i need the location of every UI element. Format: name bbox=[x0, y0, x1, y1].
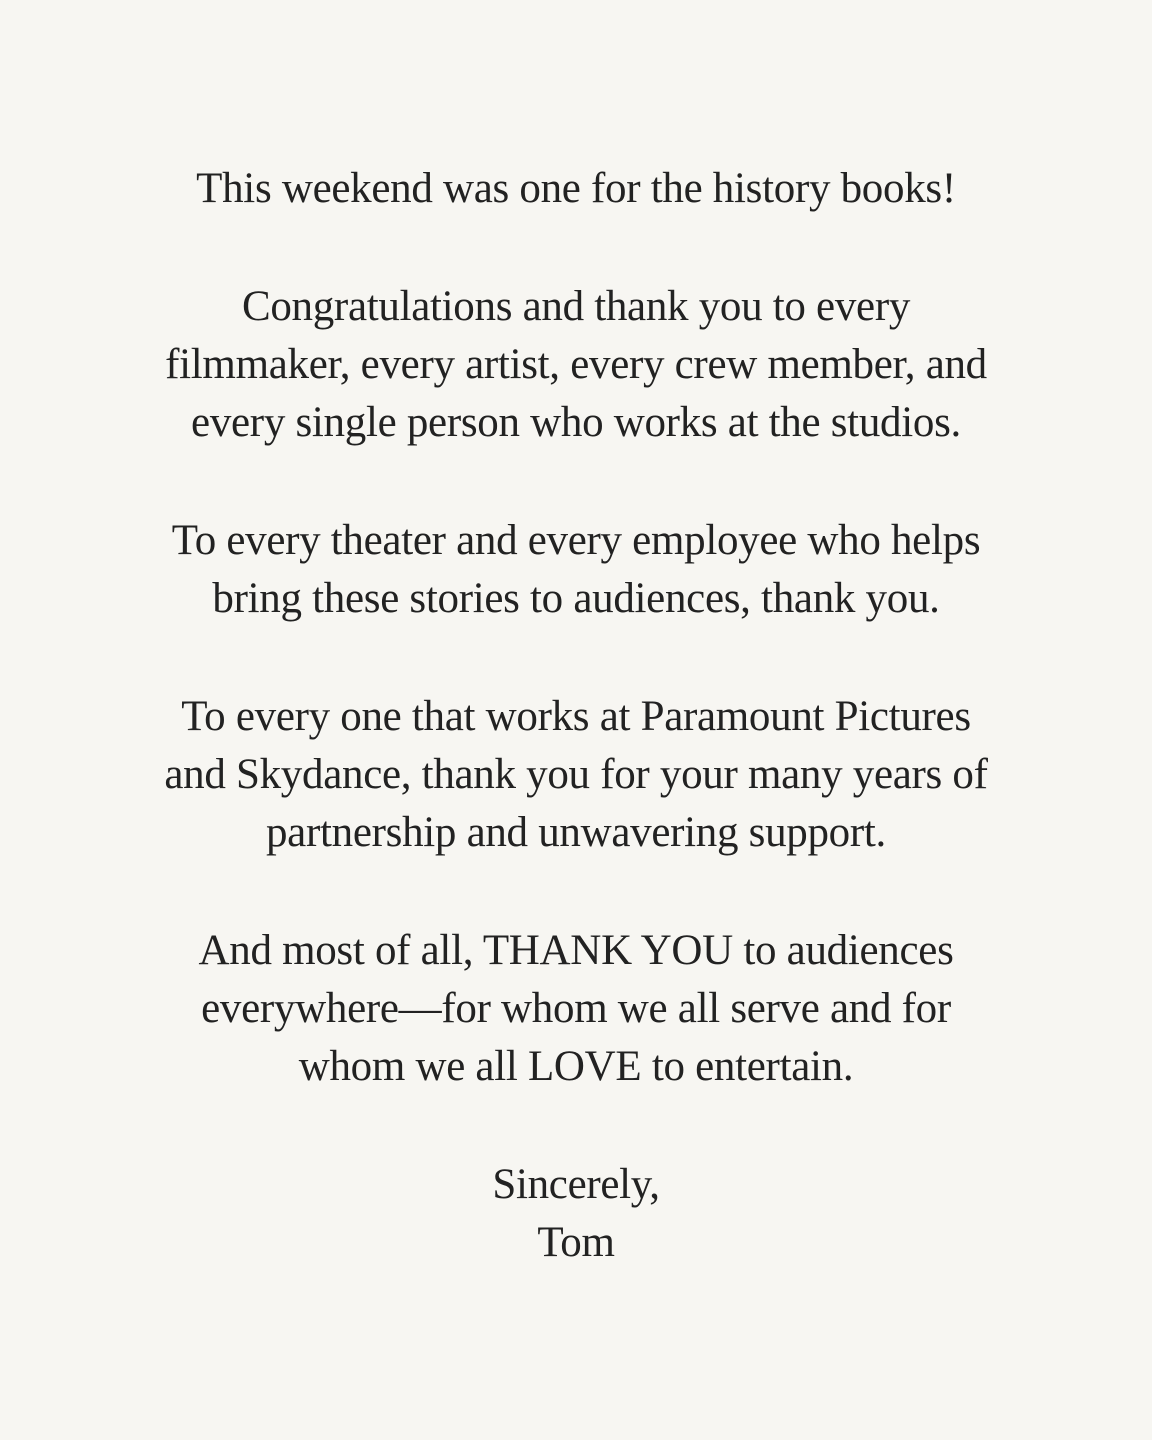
text-line: everywhere—for whom we all serve and for bbox=[201, 985, 951, 1032]
paragraph-paramount-skydance bbox=[0, 688, 1152, 862]
text-line: To every one that works at Paramount Pictures bbox=[181, 693, 971, 740]
text-line: This weekend was one for the history books! bbox=[196, 165, 956, 212]
text-line: partnership and unwavering support. bbox=[265, 809, 886, 856]
text-line: every single person who works at the studios. bbox=[191, 399, 961, 446]
text-line: To every theater and every employee who helps bbox=[171, 517, 981, 564]
closing-text: Sincerely, bbox=[492, 1161, 660, 1208]
text-line: Congratulations and thank you to every bbox=[241, 283, 911, 330]
paragraph-audiences bbox=[0, 922, 1152, 1096]
paragraph-history-books bbox=[0, 160, 1152, 218]
paragraph-congratulations bbox=[0, 278, 1152, 452]
text-line: bring these stories to audiences, thank you. bbox=[212, 575, 940, 622]
letter-body bbox=[0, 160, 1152, 1272]
text-line: whom we all LOVE to entertain. bbox=[298, 1043, 854, 1090]
text-line: And most of all, THANK YOU to audiences bbox=[198, 927, 954, 974]
paragraph-theaters bbox=[0, 512, 1152, 628]
signature-name: Tom bbox=[537, 1219, 615, 1266]
text-line: and Skydance, thank you for your many years of bbox=[164, 751, 988, 798]
signoff-block bbox=[0, 1156, 1152, 1272]
text-line: filmmaker, every artist, every crew member, and bbox=[165, 341, 987, 388]
